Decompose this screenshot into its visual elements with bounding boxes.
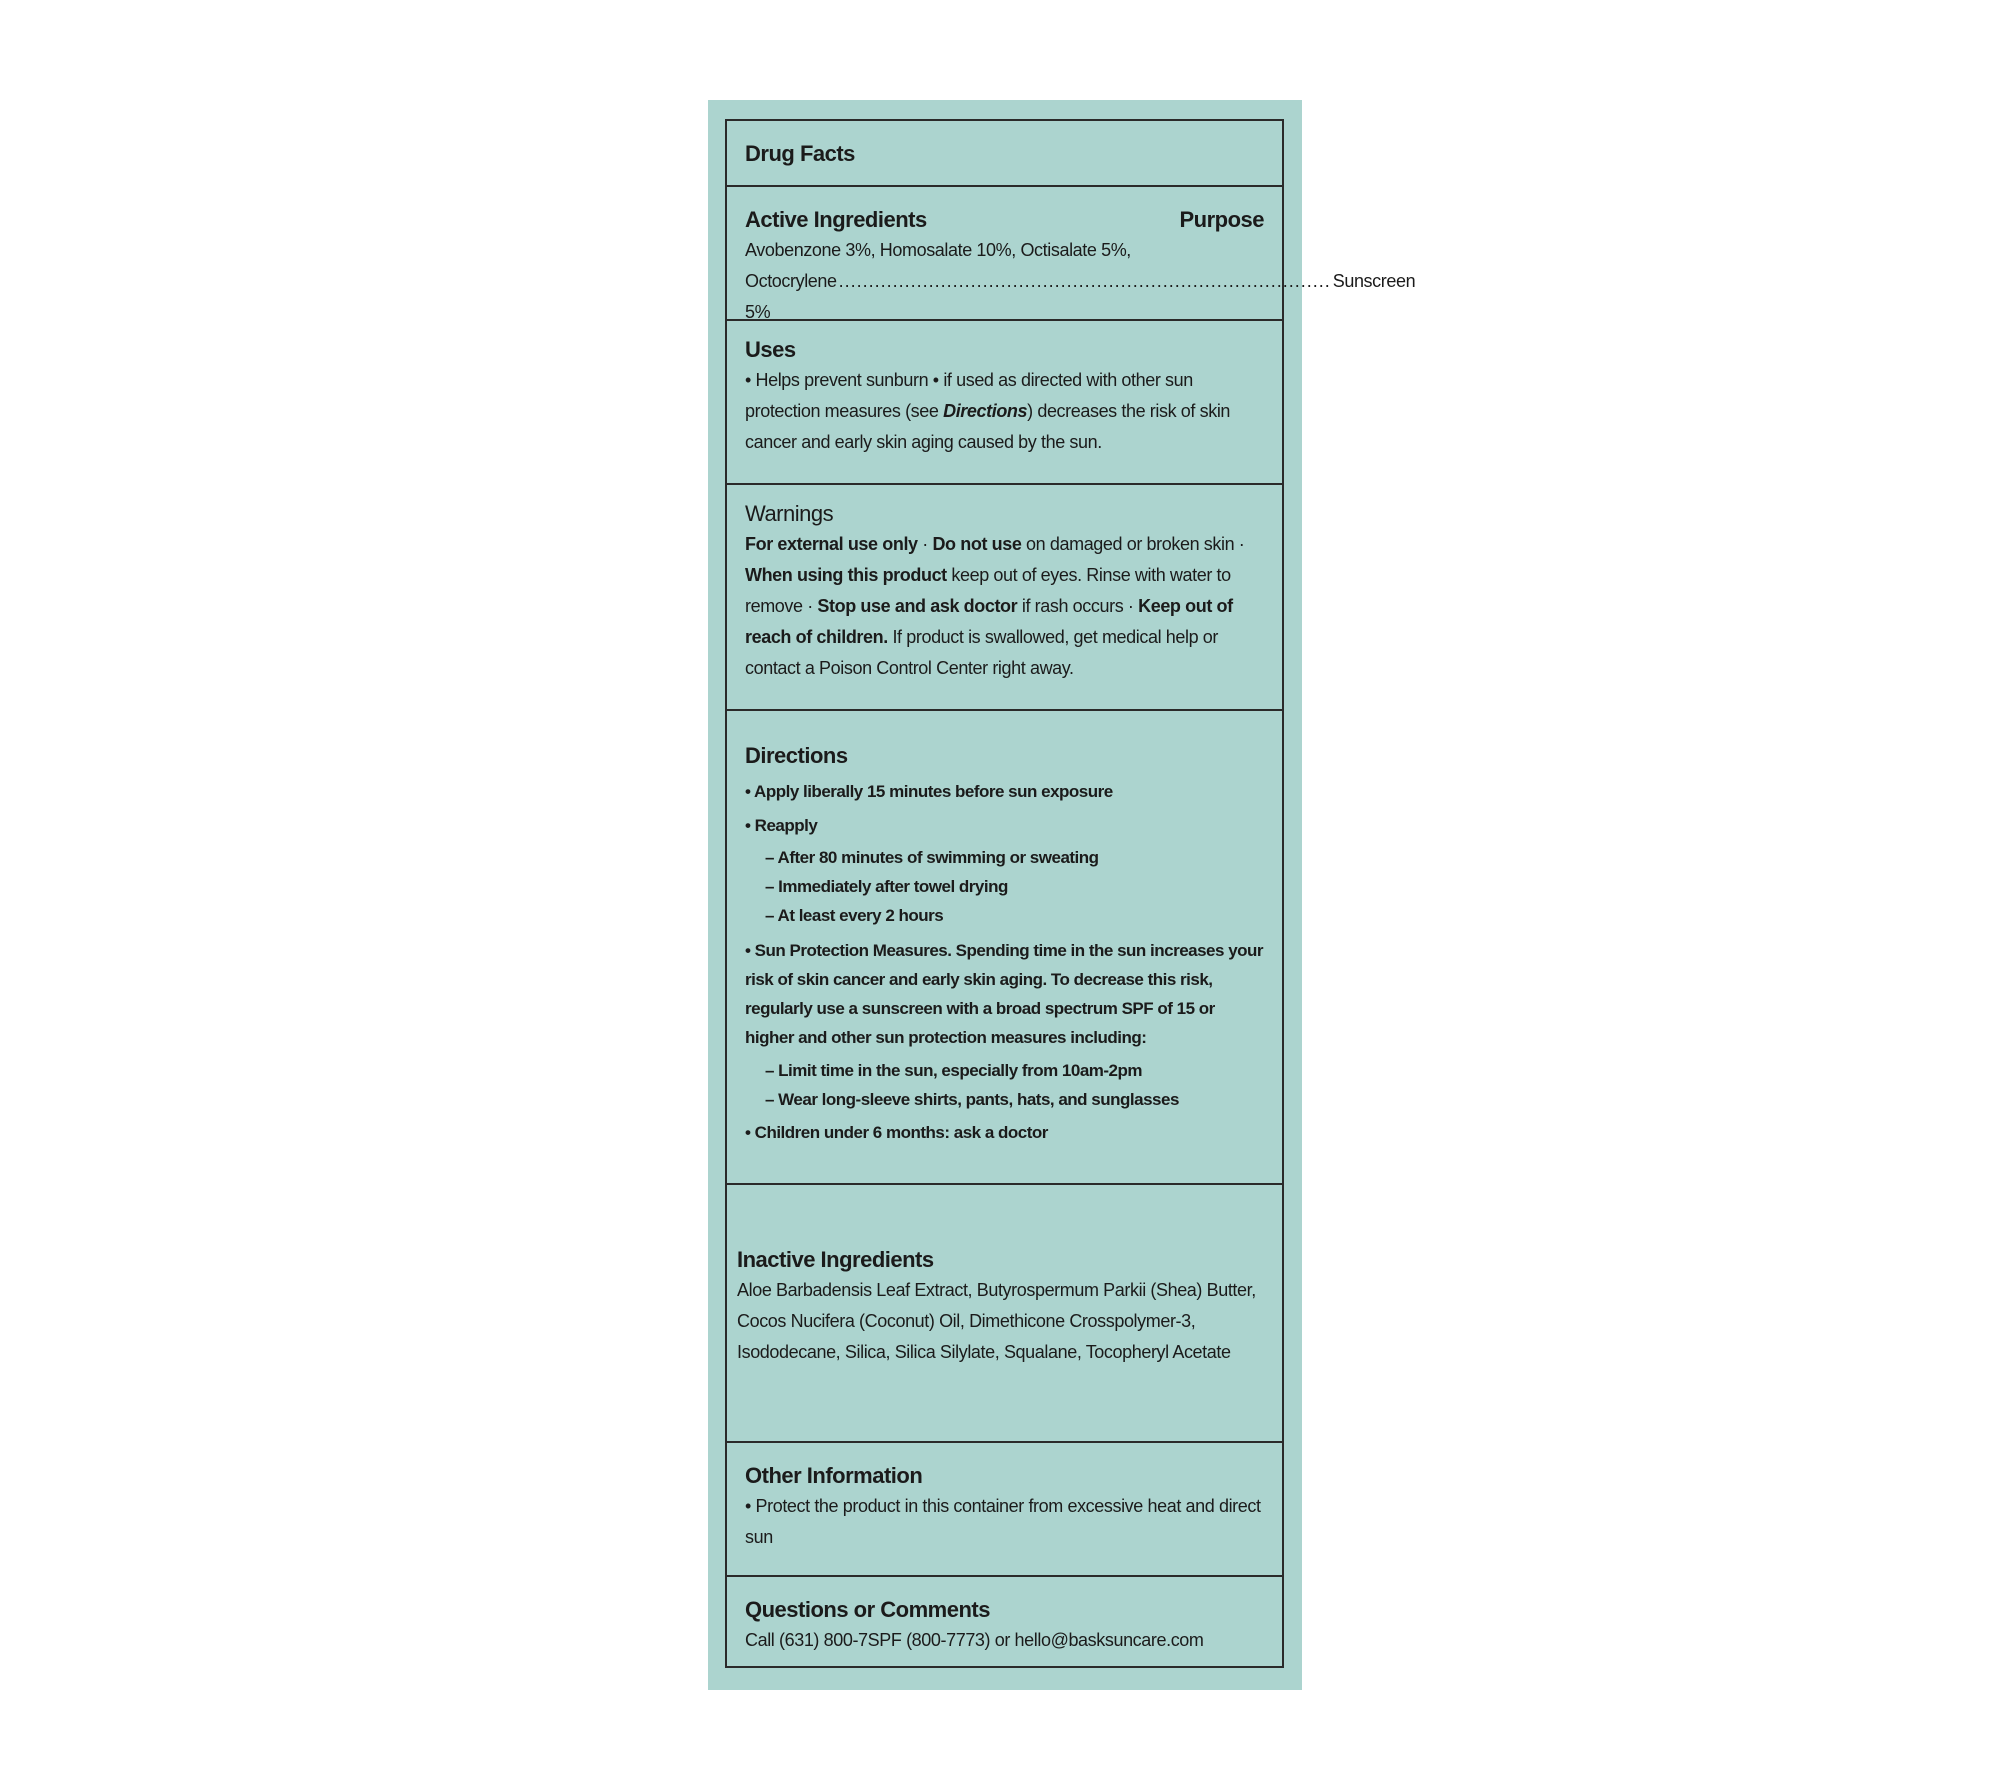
inactive-ingredients-section: [727, 1183, 1282, 1441]
uses-text-part1: • Helps prevent sunburn • if used as directed with other sun protection measures (see: [745, 370, 1193, 421]
warnings-text4: if rash occurs ·: [1017, 596, 1139, 616]
active-ingredients-heading: Active Ingredients: [745, 207, 927, 232]
uses-text-part2: ) decreases the risk of skin cancer and early skin aging caused by the sun.: [745, 401, 1231, 452]
warnings-text2: on damaged or broken skin ·: [1021, 534, 1245, 554]
dot-leader: ..................................................................................: [838, 271, 1331, 291]
uses-directions-emph: Directions: [943, 401, 1028, 421]
other-information-section: [727, 1441, 1282, 1575]
warning-do-not-use: Do not use: [932, 534, 1022, 554]
directions-sub-towel: – Immediately after towel drying: [765, 877, 1008, 896]
title-section: [727, 121, 1282, 185]
directions-section: [727, 709, 1282, 1183]
directions-item-reapply: • Reapply: [745, 816, 818, 835]
drug-facts-title: Drug Facts: [745, 141, 855, 166]
directions-sub-limit-time: – Limit time in the sun, especially from 10am-2pm: [765, 1061, 1143, 1080]
warnings-heading: Warnings: [745, 501, 834, 526]
warning-stop-use: Stop use and ask doctor: [817, 596, 1018, 616]
questions-text: Call (631) 800-7SPF (800-7773) or hello@basksuncare.com: [745, 1630, 1204, 1650]
directions-item-apply: • Apply liberally 15 minutes before sun exposure: [745, 782, 1113, 801]
directions-sub-every-2-hours: – At least every 2 hours: [765, 906, 944, 925]
drug-facts-panel: [725, 119, 1416, 1668]
warnings-text5: If product is swallowed, get medical help or contact a Poison Control Center right away.: [745, 627, 1219, 678]
uses-text: [745, 365, 1264, 458]
questions-section: [727, 1575, 1282, 1667]
active-ingredients-section: [727, 185, 1416, 322]
warnings-sep1: ·: [917, 534, 933, 554]
uses-section: [727, 319, 1282, 483]
directions-sub-swimming: – After 80 minutes of swimming or sweating: [765, 848, 1099, 867]
sun-protection-text: Spending time in the sun increases your risk of skin cancer and early skin aging. To decrease this risk, regularly use a sunscreen with a broad spectrum SPF of 15 or higher and other sun protection measures including:: [745, 941, 1264, 1047]
directions-sun-protection: [745, 936, 1264, 1052]
warning-external-use: For external use only: [745, 534, 918, 554]
active-ingredients-rest: Octocrylene 5%: [745, 271, 837, 322]
directions-item-children: • Children under 6 months: ask a doctor: [745, 1123, 1048, 1142]
directions-sub-wear: – Wear long-sleeve shirts, pants, hats, and sunglasses: [765, 1090, 1179, 1109]
purpose-value: Sunscreen: [1332, 271, 1416, 291]
warnings-text: [745, 529, 1264, 684]
other-information-heading: Other Information: [745, 1463, 923, 1488]
uses-heading: Uses: [745, 337, 796, 362]
purpose-heading: Purpose: [1179, 207, 1264, 232]
inactive-ingredients-heading: Inactive Ingredients: [737, 1247, 934, 1272]
questions-heading: Questions or Comments: [745, 1597, 990, 1622]
warnings-text3: keep out of eyes. Rinse with water to remove ·: [745, 565, 1231, 616]
other-information-text: • Protect the product in this container from excessive heat and direct sun: [745, 1496, 1261, 1547]
active-ingredients-line1: Avobenzone 3%, Homosalate 10%, Octisalate 5%,: [745, 240, 1131, 260]
directions-heading: Directions: [745, 743, 848, 768]
warnings-section: [727, 483, 1282, 709]
inactive-ingredients-text: Aloe Barbadensis Leaf Extract, Butyrospermum Parkii (Shea) Butter, Cocos Nucifera (Coconut) Oil, Dimethicone Crosspolymer-3, Isododecane, Silica, Silica Silylate, Squalane, Tocopheryl Acetate: [737, 1280, 1256, 1362]
sun-protection-lead: • Sun Protection Measures.: [745, 941, 952, 960]
warning-when-using: When using this product: [745, 565, 947, 585]
warning-keep-out-reach: Keep out of reach of children.: [745, 596, 1233, 647]
